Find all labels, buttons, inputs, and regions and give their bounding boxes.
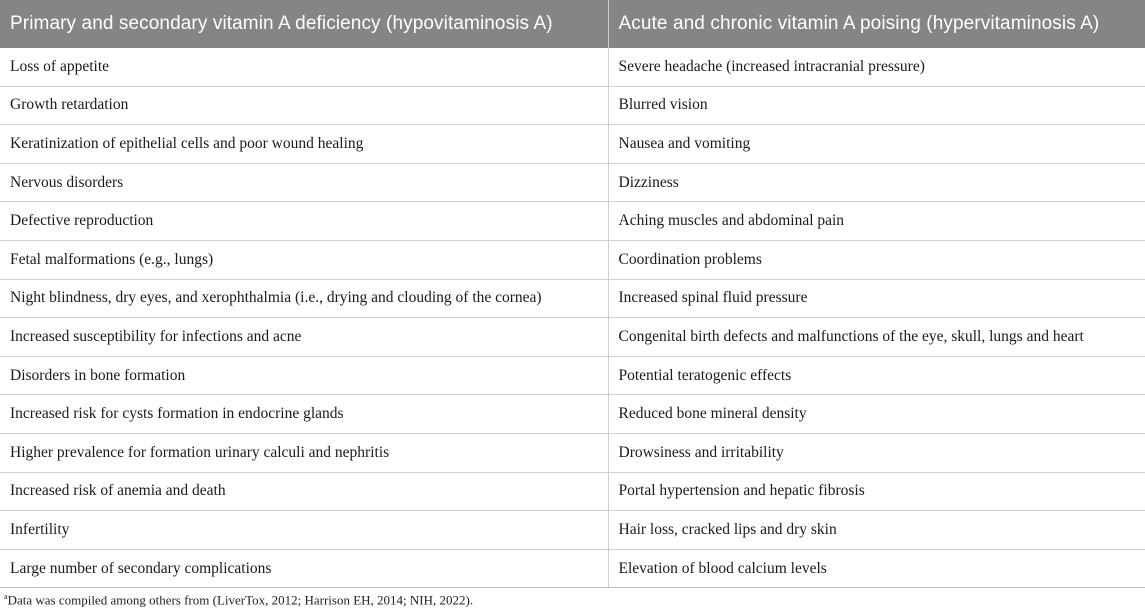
cell-deficiency-symptom: Night blindness, dry eyes, and xerophthalmia (i.e., drying and clouding of the cornea) — [0, 279, 608, 318]
cell-poisoning-symptom: Coordination problems — [608, 240, 1145, 279]
table-row — [0, 511, 1145, 550]
table-row — [0, 240, 1145, 279]
cell-deficiency-symptom: Large number of secondary complications — [0, 549, 608, 588]
cell-poisoning-symptom: Severe headache (increased intracranial pressure) — [608, 48, 1145, 86]
cell-deficiency-symptom: Infertility — [0, 511, 608, 550]
cell-deficiency-symptom: Increased risk for cysts formation in endocrine glands — [0, 395, 608, 434]
table-row — [0, 279, 1145, 318]
table-row — [0, 125, 1145, 164]
table-row — [0, 48, 1145, 86]
table-row — [0, 356, 1145, 395]
cell-deficiency-symptom: Increased susceptibility for infections and acne — [0, 318, 608, 357]
cell-deficiency-symptom: Keratinization of epithelial cells and poor wound healing — [0, 125, 608, 164]
table-row — [0, 395, 1145, 434]
header-row — [0, 0, 1145, 48]
cell-poisoning-symptom: Nausea and vomiting — [608, 125, 1145, 164]
header-hypovitaminosis: Primary and secondary vitamin A deficiency (hypovitaminosis A) — [0, 0, 608, 48]
cell-deficiency-symptom: Fetal malformations (e.g., lungs) — [0, 240, 608, 279]
cell-poisoning-symptom: Aching muscles and abdominal pain — [608, 202, 1145, 241]
table-row — [0, 86, 1145, 125]
cell-poisoning-symptom: Portal hypertension and hepatic fibrosis — [608, 472, 1145, 511]
header-hypervitaminosis: Acute and chronic vitamin A poising (hypervitaminosis A) — [608, 0, 1145, 48]
cell-poisoning-symptom: Reduced bone mineral density — [608, 395, 1145, 434]
table-body — [0, 48, 1145, 588]
cell-poisoning-symptom: Drowsiness and irritability — [608, 433, 1145, 472]
cell-deficiency-symptom: Loss of appetite — [0, 48, 608, 86]
table-row — [0, 318, 1145, 357]
cell-deficiency-symptom: Higher prevalence for formation urinary calculi and nephritis — [0, 433, 608, 472]
table-row — [0, 549, 1145, 588]
cell-poisoning-symptom: Hair loss, cracked lips and dry skin — [608, 511, 1145, 550]
table-row — [0, 433, 1145, 472]
cell-poisoning-symptom: Increased spinal fluid pressure — [608, 279, 1145, 318]
table-footnote — [4, 592, 473, 608]
cell-deficiency-symptom: Increased risk of anemia and death — [0, 472, 608, 511]
cell-poisoning-symptom: Elevation of blood calcium levels — [608, 549, 1145, 588]
cell-deficiency-symptom: Growth retardation — [0, 86, 608, 125]
table-row — [0, 163, 1145, 202]
cell-deficiency-symptom: Disorders in bone formation — [0, 356, 608, 395]
cell-poisoning-symptom: Blurred vision — [608, 86, 1145, 125]
cell-poisoning-symptom: Potential teratogenic effects — [608, 356, 1145, 395]
cell-deficiency-symptom: Defective reproduction — [0, 202, 608, 241]
table-row — [0, 202, 1145, 241]
table-header — [0, 0, 1145, 48]
footnote-text: Data was compiled among others from (LiverTox, 2012; Harrison EH, 2014; NIH, 2022). — [7, 592, 474, 608]
footnote-marker: a — [4, 592, 8, 601]
table-row — [0, 472, 1145, 511]
cell-poisoning-symptom: Dizziness — [608, 163, 1145, 202]
cell-poisoning-symptom: Congenital birth defects and malfunctions of the eye, skull, lungs and heart — [608, 318, 1145, 357]
cell-deficiency-symptom: Nervous disorders — [0, 163, 608, 202]
